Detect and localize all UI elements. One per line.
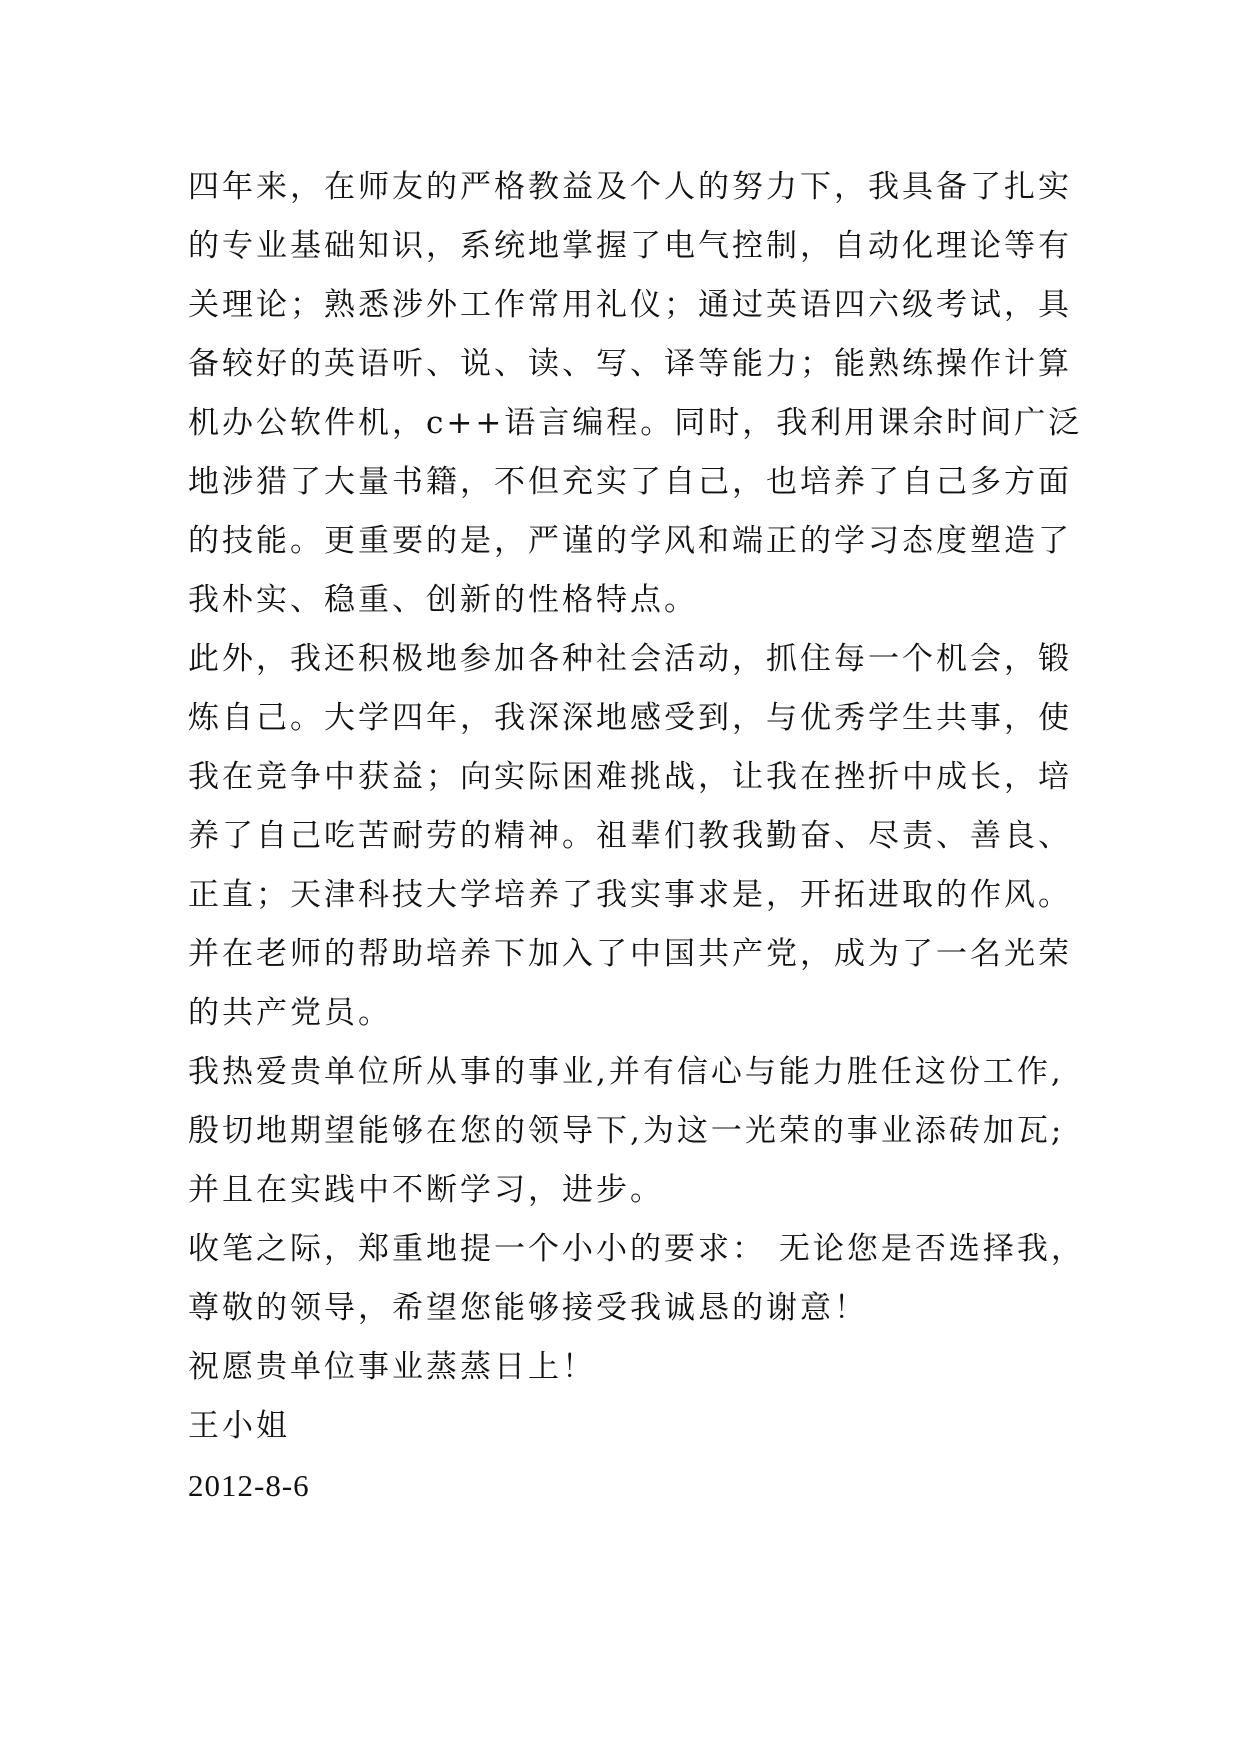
text-line: 收笔之际，郑重地提一个小小的要求： 无论您是否选择我， [188,1231,1085,1267]
text-line: 养了自己吃苦耐劳的精神。祖辈们教我勤奋、尽责、善良、 [188,818,1072,854]
text-line: 正直；天津科技大学培养了我实事求是，开拓进取的作风。 [188,877,1072,913]
signature-name: 王小姐 [188,1408,290,1444]
text-line: 并且在实践中不断学习，进步。 [188,1172,664,1208]
letter-date: 2012-8-6 [188,1468,310,1503]
text-line: 祝愿贵单位事业蒸蒸日上！ [188,1349,596,1385]
text-line: 关理论；熟悉涉外工作常用礼仪；通过英语四六级考试，具 [188,287,1072,323]
text-line: 的技能。更重要的是，严谨的学风和端正的学习态度塑造了 [188,523,1072,559]
letter-body [188,158,1085,1515]
text-line: 殷切地期望能够在您的领导下,为这一光荣的事业添砖加瓦; [188,1113,1065,1149]
text-line: 四年来，在师友的严格教益及个人的努力下，我具备了扎实 [188,169,1072,205]
text-line: 备较好的英语听、说、读、写、译等能力；能熟练操作计算 [188,346,1072,382]
text-line: 此外，我还积极地参加各种社会活动，抓住每一个机会，锻 [188,641,1072,677]
text-line: 我朴实、稳重、创新的性格特点。 [188,582,698,618]
text-line: 并在老师的帮助培养下加入了中国共产党，成为了一名光荣 [188,936,1072,972]
text-line: 的专业基础知识，系统地掌握了电气控制，自动化理论等有 [188,228,1072,264]
text-line: 我热爱贵单位所从事的事业,并有信心与能力胜任这份工作, [188,1054,1064,1090]
text-line: 地涉猎了大量书籍，不但充实了自己，也培养了自己多方面 [188,464,1072,500]
text-line: 我在竞争中获益；向实际困难挑战，让我在挫折中成长，培 [188,759,1072,795]
text-line: 的共产党员。 [188,995,392,1031]
text-line: 机办公软件机，c++语言编程。同时，我利用课余时间广泛 [188,405,1083,441]
text-line: 尊敬的领导，希望您能够接受我诚恳的谢意！ [188,1290,868,1326]
text-line: 炼自己。大学四年，我深深地感受到，与优秀学生共事，使 [188,700,1072,736]
